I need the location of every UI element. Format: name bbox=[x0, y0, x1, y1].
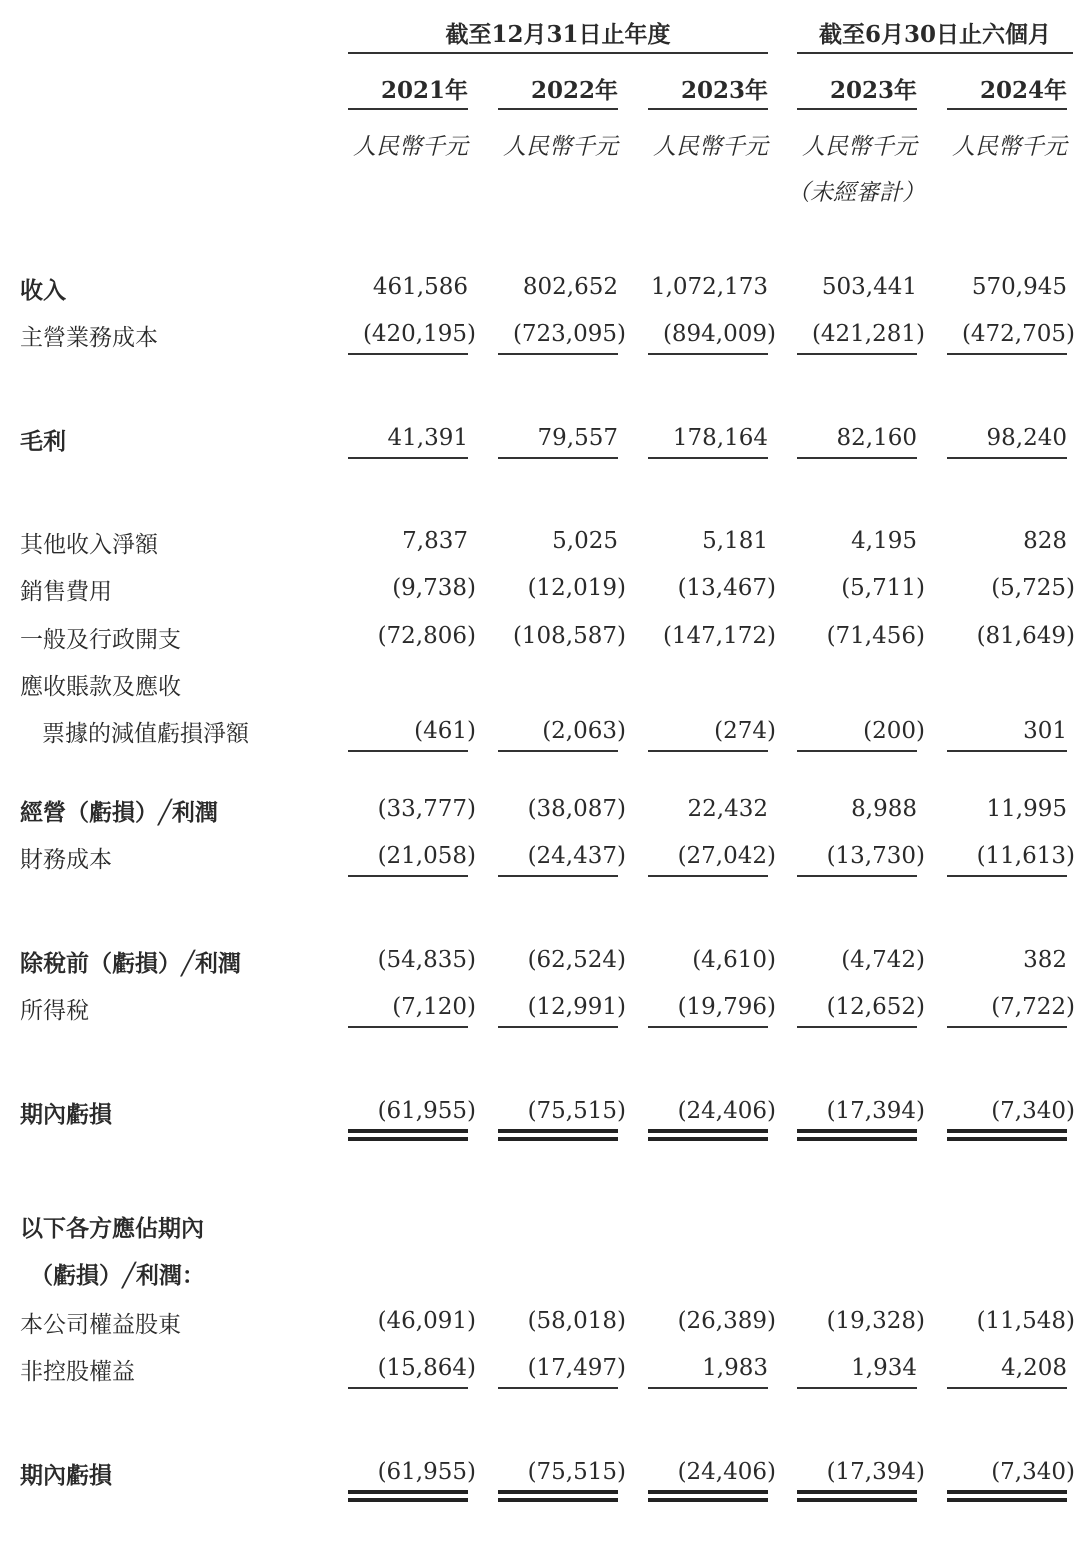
cell-value: 461,586 bbox=[372, 274, 468, 300]
currency-header: 人民幣千元 bbox=[802, 134, 917, 160]
cell-value: (723,095) bbox=[512, 321, 626, 347]
cell-value: (472,705) bbox=[961, 321, 1075, 347]
row-label-gross-profit: 毛利 bbox=[20, 428, 66, 455]
total-double-rule bbox=[498, 1490, 618, 1494]
cell-value: (108,587) bbox=[512, 623, 626, 649]
total-double-rule bbox=[348, 1498, 468, 1502]
cell-value: (24,406) bbox=[677, 1098, 776, 1124]
cell-value: 79,557 bbox=[537, 425, 618, 451]
total-double-rule bbox=[348, 1490, 468, 1494]
cell-value: (61,955) bbox=[377, 1098, 476, 1124]
row-label-selling-expenses: 銷售費用 bbox=[20, 579, 112, 605]
cell-value: (61,955) bbox=[377, 1459, 476, 1485]
subtotal-rule bbox=[648, 457, 768, 459]
cell-value: (5,725) bbox=[991, 575, 1075, 601]
cell-value: 802,652 bbox=[522, 274, 618, 300]
row-label-cost-of-sales: 主營業務成本 bbox=[20, 325, 158, 351]
row-label-loss-for-period-total: 期內虧損 bbox=[20, 1462, 112, 1489]
total-double-rule bbox=[797, 1137, 917, 1141]
subtotal-rule bbox=[498, 353, 618, 355]
cell-value: (894,009) bbox=[662, 321, 776, 347]
cell-value: (461) bbox=[414, 718, 476, 744]
row-label-non-controlling: 非控股權益 bbox=[20, 1359, 135, 1385]
subtotal-rule bbox=[797, 353, 917, 355]
cell-value: (7,722) bbox=[991, 994, 1075, 1020]
currency-header: 人民幣千元 bbox=[503, 134, 618, 160]
group-header-interim: 截至6月30日止六個月 bbox=[818, 21, 1051, 48]
cell-value: (147,172) bbox=[662, 623, 776, 649]
cell-value: (81,649) bbox=[976, 623, 1075, 649]
cell-value: (200) bbox=[863, 718, 925, 744]
cell-value: (19,328) bbox=[826, 1308, 925, 1334]
year-rule bbox=[947, 108, 1067, 110]
subtotal-rule bbox=[797, 1026, 917, 1028]
subtotal-rule bbox=[797, 875, 917, 877]
group-header-annual: 截至12月31日止年度 bbox=[445, 21, 671, 48]
currency-header: 人民幣千元 bbox=[952, 134, 1067, 160]
year-header-2021: 2021年 bbox=[380, 77, 468, 104]
cell-value: (5,711) bbox=[841, 575, 925, 601]
cell-value: 4,208 bbox=[1001, 1355, 1067, 1381]
cell-value: (17,497) bbox=[527, 1355, 626, 1381]
cell-value: (9,738) bbox=[392, 575, 476, 601]
cell-value: 41,391 bbox=[387, 425, 468, 451]
subtotal-rule bbox=[498, 1026, 618, 1028]
row-label-loss-for-period: 期內虧損 bbox=[20, 1101, 112, 1128]
cell-value: (24,406) bbox=[677, 1459, 776, 1485]
year-rule bbox=[348, 108, 468, 110]
subtotal-rule bbox=[797, 457, 917, 459]
cell-value: (4,610) bbox=[692, 947, 776, 973]
cell-value: (7,340) bbox=[991, 1098, 1075, 1124]
cell-value: 8,988 bbox=[851, 796, 917, 822]
cell-value: 828 bbox=[1023, 528, 1067, 554]
row-label-revenue: 收入 bbox=[20, 277, 66, 304]
subtotal-rule bbox=[348, 750, 468, 752]
subtotal-rule bbox=[348, 353, 468, 355]
cell-value: (420,195) bbox=[362, 321, 476, 347]
cell-value: (15,864) bbox=[377, 1355, 476, 1381]
cell-value: (17,394) bbox=[826, 1098, 925, 1124]
total-double-rule bbox=[348, 1137, 468, 1141]
cell-value: 11,995 bbox=[986, 796, 1067, 822]
year-header-2023-interim: 2023年 bbox=[829, 77, 917, 104]
currency-header: 人民幣千元 bbox=[653, 134, 768, 160]
cell-value: 301 bbox=[1023, 718, 1067, 744]
cell-value: (7,120) bbox=[392, 994, 476, 1020]
cell-value: (21,058) bbox=[377, 843, 476, 869]
total-double-rule bbox=[797, 1129, 917, 1133]
subtotal-rule bbox=[348, 1387, 468, 1389]
cell-value: (71,456) bbox=[826, 623, 925, 649]
row-label-impairment-line2: 票據的減值虧損淨額 bbox=[42, 721, 249, 747]
subtotal-rule bbox=[797, 1387, 917, 1389]
total-double-rule bbox=[498, 1498, 618, 1502]
cell-value: 382 bbox=[1023, 947, 1067, 973]
total-double-rule bbox=[947, 1498, 1067, 1502]
group-header-interim-rule bbox=[797, 52, 1073, 54]
group-header-annual-rule bbox=[348, 52, 768, 54]
cell-value: (17,394) bbox=[826, 1459, 925, 1485]
year-rule bbox=[648, 108, 768, 110]
subtotal-rule bbox=[648, 353, 768, 355]
subtotal-rule bbox=[947, 457, 1067, 459]
cell-value: (19,796) bbox=[677, 994, 776, 1020]
subtotal-rule bbox=[947, 875, 1067, 877]
cell-value: (26,389) bbox=[677, 1308, 776, 1334]
year-header-2022: 2022年 bbox=[530, 77, 618, 104]
cell-value: (24,437) bbox=[527, 843, 626, 869]
cell-value: 1,983 bbox=[702, 1355, 768, 1381]
total-double-rule bbox=[648, 1129, 768, 1133]
cell-value: (75,515) bbox=[527, 1459, 626, 1485]
cell-value: (11,548) bbox=[976, 1308, 1075, 1334]
cell-value: 5,025 bbox=[552, 528, 618, 554]
cell-value: (2,063) bbox=[542, 718, 626, 744]
row-label-attributable-heading-line1: 以下各方應佔期內 bbox=[20, 1215, 204, 1242]
currency-header: 人民幣千元 bbox=[353, 134, 468, 160]
cell-value: (12,991) bbox=[527, 994, 626, 1020]
subtotal-rule bbox=[498, 1387, 618, 1389]
cell-value: 570,945 bbox=[971, 274, 1067, 300]
subtotal-rule bbox=[947, 1387, 1067, 1389]
total-double-rule bbox=[498, 1137, 618, 1141]
cell-value: (33,777) bbox=[377, 796, 476, 822]
cell-value: 7,837 bbox=[402, 528, 468, 554]
subtotal-rule bbox=[648, 1026, 768, 1028]
subtotal-rule bbox=[498, 875, 618, 877]
row-label-impairment-line1: 應收賬款及應收 bbox=[20, 674, 181, 700]
cell-value: 178,164 bbox=[672, 425, 768, 451]
cell-value: (12,019) bbox=[527, 575, 626, 601]
row-label-attributable-heading-line2: （虧損）╱利潤： bbox=[30, 1262, 205, 1289]
cell-value: 503,441 bbox=[821, 274, 917, 300]
cell-value: (62,524) bbox=[527, 947, 626, 973]
row-label-income-tax: 所得稅 bbox=[20, 998, 89, 1024]
row-label-finance-costs: 財務成本 bbox=[20, 847, 112, 873]
cell-value: 82,160 bbox=[836, 425, 917, 451]
total-double-rule bbox=[947, 1129, 1067, 1133]
cell-value: (72,806) bbox=[377, 623, 476, 649]
cell-value: 5,181 bbox=[702, 528, 768, 554]
cell-value: 4,195 bbox=[851, 528, 917, 554]
subtotal-rule bbox=[348, 875, 468, 877]
cell-value: (13,467) bbox=[677, 575, 776, 601]
cell-value: (58,018) bbox=[527, 1308, 626, 1334]
cell-value: (54,835) bbox=[377, 947, 476, 973]
total-double-rule bbox=[648, 1490, 768, 1494]
cell-value: 22,432 bbox=[687, 796, 768, 822]
cell-value: 1,072,173 bbox=[650, 274, 768, 300]
cell-value: (27,042) bbox=[677, 843, 776, 869]
total-double-rule bbox=[797, 1490, 917, 1494]
year-header-2023: 2023年 bbox=[680, 77, 768, 104]
cell-value: (274) bbox=[714, 718, 776, 744]
cell-value: 1,934 bbox=[851, 1355, 917, 1381]
subtotal-rule bbox=[648, 875, 768, 877]
cell-value: (13,730) bbox=[826, 843, 925, 869]
row-label-other-income: 其他收入淨額 bbox=[20, 532, 158, 558]
total-double-rule bbox=[348, 1129, 468, 1133]
row-label-operating-result: 經營（虧損）╱利潤 bbox=[20, 799, 218, 826]
row-label-admin-expenses: 一般及行政開支 bbox=[20, 627, 181, 653]
year-header-2024-interim: 2024年 bbox=[979, 77, 1067, 104]
total-double-rule bbox=[648, 1498, 768, 1502]
subtotal-rule bbox=[797, 750, 917, 752]
row-label-pretax-result: 除稅前（虧損）╱利潤 bbox=[20, 950, 241, 977]
subtotal-rule bbox=[348, 457, 468, 459]
subtotal-rule bbox=[947, 750, 1067, 752]
total-double-rule bbox=[947, 1490, 1067, 1494]
cell-value: (4,742) bbox=[841, 947, 925, 973]
row-label-equity-shareholders: 本公司權益股東 bbox=[20, 1312, 181, 1338]
subtotal-rule bbox=[648, 1387, 768, 1389]
cell-value: (75,515) bbox=[527, 1098, 626, 1124]
cell-value: (11,613) bbox=[976, 843, 1075, 869]
cell-value: 98,240 bbox=[986, 425, 1067, 451]
total-double-rule bbox=[648, 1137, 768, 1141]
unaudited-note: （未經審計） bbox=[787, 180, 925, 206]
cell-value: (7,340) bbox=[991, 1459, 1075, 1485]
subtotal-rule bbox=[648, 750, 768, 752]
total-double-rule bbox=[498, 1129, 618, 1133]
subtotal-rule bbox=[348, 1026, 468, 1028]
year-rule bbox=[498, 108, 618, 110]
cell-value: (12,652) bbox=[826, 994, 925, 1020]
total-double-rule bbox=[947, 1137, 1067, 1141]
cell-value: (421,281) bbox=[811, 321, 925, 347]
cell-value: (38,087) bbox=[527, 796, 626, 822]
total-double-rule bbox=[797, 1498, 917, 1502]
subtotal-rule bbox=[947, 353, 1067, 355]
subtotal-rule bbox=[498, 750, 618, 752]
cell-value: (46,091) bbox=[377, 1308, 476, 1334]
year-rule bbox=[797, 108, 917, 110]
subtotal-rule bbox=[947, 1026, 1067, 1028]
subtotal-rule bbox=[498, 457, 618, 459]
